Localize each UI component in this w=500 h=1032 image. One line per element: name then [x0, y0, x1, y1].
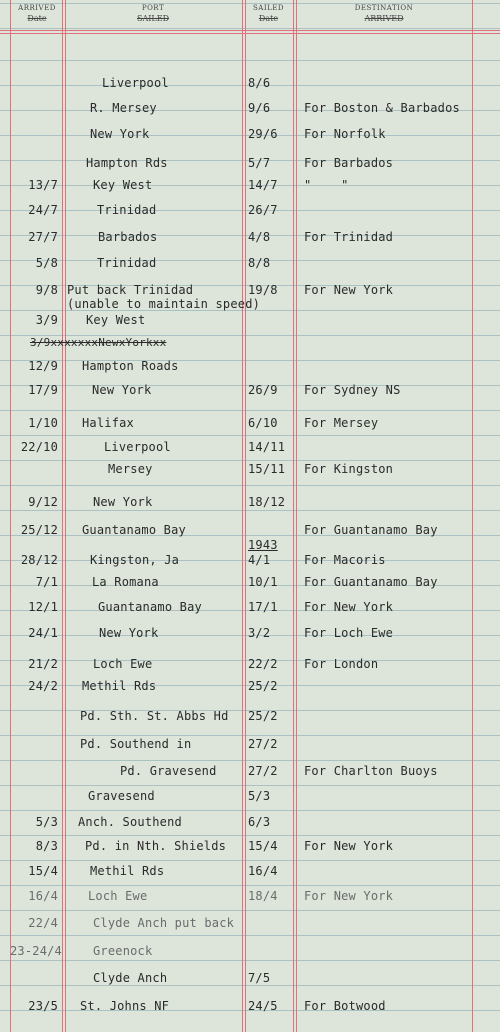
- row-15-sailed: 14/11: [248, 440, 286, 454]
- row-22-dest: For New York: [304, 600, 394, 614]
- header-rule: [0, 30, 500, 31]
- row-35-port: Greenock: [93, 944, 153, 958]
- row-20-port: Kingston, Ja: [90, 553, 180, 567]
- row-36-sailed: 7/5: [248, 971, 271, 985]
- row-16-sailed: 15/11: [248, 462, 286, 476]
- row-32-sailed: 16/4: [248, 864, 278, 878]
- row-34-arrived: 22/4: [28, 916, 58, 930]
- row-33-dest: For New York: [304, 889, 394, 903]
- row-27-sailed: 27/2: [248, 737, 278, 751]
- row-21-port: La Romana: [92, 575, 159, 589]
- row-4-dest: " ": [304, 178, 349, 192]
- row-2-dest: For Norfolk: [304, 127, 386, 141]
- row-18-arrived: 25/12: [20, 523, 58, 537]
- row-24-arrived: 21/2: [28, 657, 58, 671]
- row-25-sailed: 25/2: [248, 679, 278, 693]
- port-subheader: SAILED: [137, 14, 169, 23]
- row-14-port: Halifax: [82, 416, 134, 430]
- row-13-port: New York: [92, 383, 152, 397]
- row-10-port: Key West: [86, 313, 146, 327]
- row-8-sailed: 19/8: [248, 283, 278, 297]
- row-30-arrived: 5/3: [35, 815, 58, 829]
- row-37-sailed: 24/5: [248, 999, 278, 1013]
- row-25-port: Methil Rds: [82, 679, 157, 693]
- row-27-port: Pd. Southend in: [80, 737, 192, 751]
- row-24-port: Loch Ewe: [93, 657, 153, 671]
- row-23-sailed: 3/2: [248, 626, 271, 640]
- row-22-port: Guantanamo Bay: [98, 600, 202, 614]
- row-31-arrived: 8/3: [35, 839, 58, 853]
- row-15-arrived: 22/10: [20, 440, 58, 454]
- row-6-dest: For Trinidad: [304, 230, 394, 244]
- sailed-subheader: Date: [258, 14, 279, 23]
- row-31-port: Pd. in Nth. Shields: [85, 839, 227, 853]
- row-15-port: Liverpool: [104, 440, 171, 454]
- ledger-header: [0, 0, 500, 30]
- column-rule-arrived: [62, 0, 66, 1032]
- row-37-arrived: 23/5: [28, 999, 58, 1013]
- row-30-port: Anch. Southend: [78, 815, 182, 829]
- row-33-sailed: 18/4: [248, 889, 278, 903]
- row-29-sailed: 5/3: [248, 789, 271, 803]
- row-18-port: Guantanamo Bay: [82, 523, 186, 537]
- row-35-arrived: 23-24/4: [10, 944, 62, 958]
- row-32-arrived: 15/4: [28, 864, 58, 878]
- row-19-sailed: 1943: [248, 538, 278, 552]
- row-6-port: Barbados: [98, 230, 158, 244]
- column-rule-sailed: [293, 0, 297, 1032]
- arrived-subheader: Date: [27, 14, 47, 23]
- arrived-header: ARRIVED: [18, 4, 56, 12]
- sailed-header: SAILED: [253, 4, 284, 12]
- row-37-dest: For Botwood: [304, 999, 386, 1013]
- row-7-port: Trinidad: [97, 256, 157, 270]
- row-22-sailed: 17/1: [248, 600, 278, 614]
- row-3-sailed: 5/7: [248, 156, 271, 170]
- row-0-sailed: 8/6: [248, 76, 271, 90]
- row-5-port: Trinidad: [97, 203, 157, 217]
- row-4-arrived: 13/7: [28, 178, 58, 192]
- row-20-dest: For Macoris: [304, 553, 386, 567]
- row-9-port: (unable to maintain speed): [67, 297, 261, 311]
- row-14-sailed: 6/10: [248, 416, 278, 430]
- destination-subheader: ARRIVED: [364, 14, 404, 23]
- row-12-arrived: 12/9: [28, 359, 58, 373]
- row-18-dest: For Guantanamo Bay: [304, 523, 438, 537]
- row-13-arrived: 17/9: [28, 383, 58, 397]
- row-25-arrived: 24/2: [28, 679, 58, 693]
- row-8-dest: For New York: [304, 283, 394, 297]
- row-3-dest: For Barbados: [304, 156, 394, 170]
- destination-header: DESTINATION: [354, 4, 414, 12]
- row-26-port: Pd. Sth. St. Abbs Hd: [80, 709, 229, 723]
- row-22-arrived: 12/1: [28, 600, 58, 614]
- row-29-port: Gravesend: [88, 789, 155, 803]
- row-20-arrived: 28/12: [20, 553, 58, 567]
- row-8-port: Put back Trinidad: [67, 283, 194, 297]
- row-24-sailed: 22/2: [248, 657, 278, 671]
- row-14-arrived: 1/10: [28, 416, 58, 430]
- row-7-arrived: 5/8: [35, 256, 58, 270]
- row-23-port: New York: [99, 626, 159, 640]
- row-1-dest: For Boston & Barbados: [304, 101, 460, 115]
- row-34-port: Clyde Anch put back: [93, 916, 235, 930]
- row-10-arrived: 3/9: [35, 313, 58, 327]
- row-16-port: Mersey: [108, 462, 153, 476]
- row-17-sailed: 18/12: [248, 495, 286, 509]
- column-rule-port: [242, 0, 246, 1032]
- row-33-port: Loch Ewe: [88, 889, 148, 903]
- row-11-port: 3/9xxxxxxxNewxYorkxx: [30, 336, 167, 349]
- row-24-dest: For London: [304, 657, 379, 671]
- row-6-sailed: 4/8: [248, 230, 271, 244]
- row-28-dest: For Charlton Buoys: [304, 764, 438, 778]
- row-30-sailed: 6/3: [248, 815, 271, 829]
- row-5-sailed: 26/7: [248, 203, 278, 217]
- row-20-sailed: 4/1: [248, 553, 271, 567]
- row-6-arrived: 27/7: [28, 230, 58, 244]
- row-7-sailed: 8/8: [248, 256, 271, 270]
- header-rule-2: [0, 33, 500, 34]
- row-14-dest: For Mersey: [304, 416, 379, 430]
- margin-line-right: [472, 0, 473, 1032]
- row-33-arrived: 16/4: [28, 889, 58, 903]
- row-16-dest: For Kingston: [304, 462, 394, 476]
- row-26-sailed: 25/2: [248, 709, 278, 723]
- row-13-dest: For Sydney NS: [304, 383, 401, 397]
- row-5-arrived: 24/7: [28, 203, 58, 217]
- row-17-port: New York: [93, 495, 153, 509]
- row-1-port: R. Mersey: [90, 101, 157, 115]
- row-21-sailed: 10/1: [248, 575, 278, 589]
- row-31-sailed: 15/4: [248, 839, 278, 853]
- port-header: PORT: [141, 4, 165, 12]
- row-1-sailed: 9/6: [248, 101, 271, 115]
- row-13-sailed: 26/9: [248, 383, 278, 397]
- row-8-arrived: 9/8: [35, 283, 58, 297]
- row-21-dest: For Guantanamo Bay: [304, 575, 438, 589]
- row-32-port: Methil Rds: [90, 864, 165, 878]
- row-28-port: Pd. Gravesend: [120, 764, 217, 778]
- row-21-arrived: 7/1: [35, 575, 58, 589]
- row-2-sailed: 29/6: [248, 127, 278, 141]
- row-23-dest: For Loch Ewe: [304, 626, 394, 640]
- row-2-port: New York: [90, 127, 150, 141]
- row-23-arrived: 24/1: [28, 626, 58, 640]
- row-36-port: Clyde Anch: [93, 971, 168, 985]
- row-12-port: Hampton Roads: [82, 359, 179, 373]
- row-28-sailed: 27/2: [248, 764, 278, 778]
- row-0-port: Liverpool: [102, 76, 169, 90]
- row-4-port: Key West: [93, 178, 153, 192]
- row-3-port: Hampton Rds: [86, 156, 168, 170]
- row-37-port: St. Johns NF: [80, 999, 170, 1013]
- row-31-dest: For New York: [304, 839, 394, 853]
- row-17-arrived: 9/12: [28, 495, 58, 509]
- row-4-sailed: 14/7: [248, 178, 278, 192]
